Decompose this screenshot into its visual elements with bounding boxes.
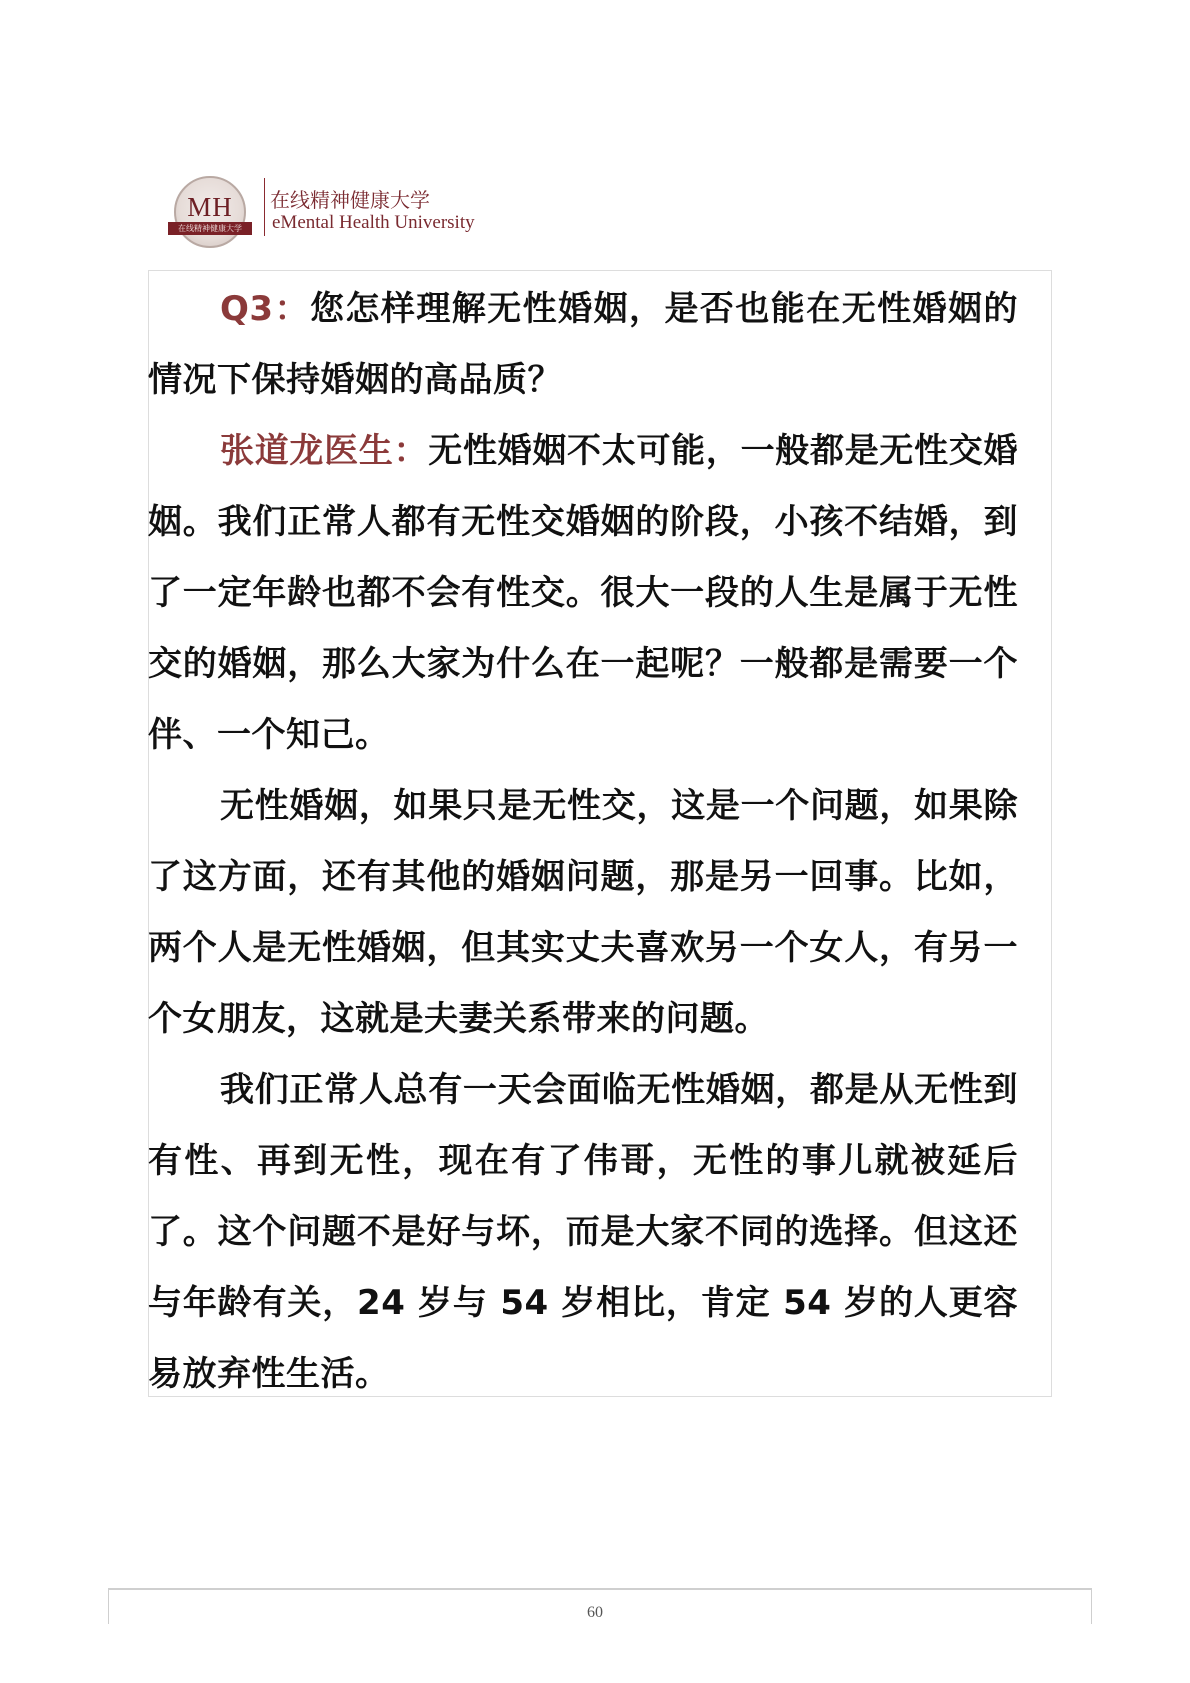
answer-text-1: 无性婚姻不太可能，一般都是无性交婚姻。我们正常人都有无性交婚姻的阶段，小孩不结婚，到了一定年龄也都不会有性交。很大一段的人生是属于无性交的婚姻，那么大家为什么在一起呢？一般都是需要一个伴、一个知己。 <box>148 431 1019 755</box>
page-number: 60 <box>587 1604 603 1621</box>
logo-initials: MH <box>187 192 233 222</box>
answer-paragraph-2: 无性婚姻，如果只是无性交，这是一个问题，如果除了这方面，还有其他的婚姻问题，那是另一回事。比如，两个人是无性婚姻，但其实丈夫喜欢另一个女人，有另一个女朋友，这就是夫妻关系带来的问题。 <box>148 786 1018 1039</box>
logo-divider <box>264 178 265 236</box>
org-name-en: eMental Health University <box>272 212 475 233</box>
header-logo <box>170 172 530 252</box>
footer-divider <box>108 1588 1092 1590</box>
answer-label: 张道龙医生： <box>220 431 429 471</box>
logo-ribbon-text: 在线精神健康大学 <box>168 222 252 235</box>
question-text: 您怎样理解无性婚姻，是否也能在无性婚姻的情况下保持婚姻的高品质？ <box>148 289 1019 400</box>
question-label: Q3： <box>220 289 310 329</box>
content-box <box>148 270 1052 1397</box>
answer-paragraph-3: 我们正常人总有一天会面临无性婚姻，都是从无性到有性、再到无性，现在有了伟哥，无性的事儿就被延后了。这个问题不是好与坏，而是大家不同的选择。但这还与年龄有关，24 岁与 54 岁相比，肯定 54 岁的人更容易放弃性生活。 <box>148 1070 1018 1394</box>
question-paragraph <box>148 274 1018 416</box>
org-name-cn: 在线精神健康大学 <box>270 188 430 212</box>
university-seal-icon <box>174 176 246 248</box>
answer-paragraph-1 <box>148 416 1018 771</box>
